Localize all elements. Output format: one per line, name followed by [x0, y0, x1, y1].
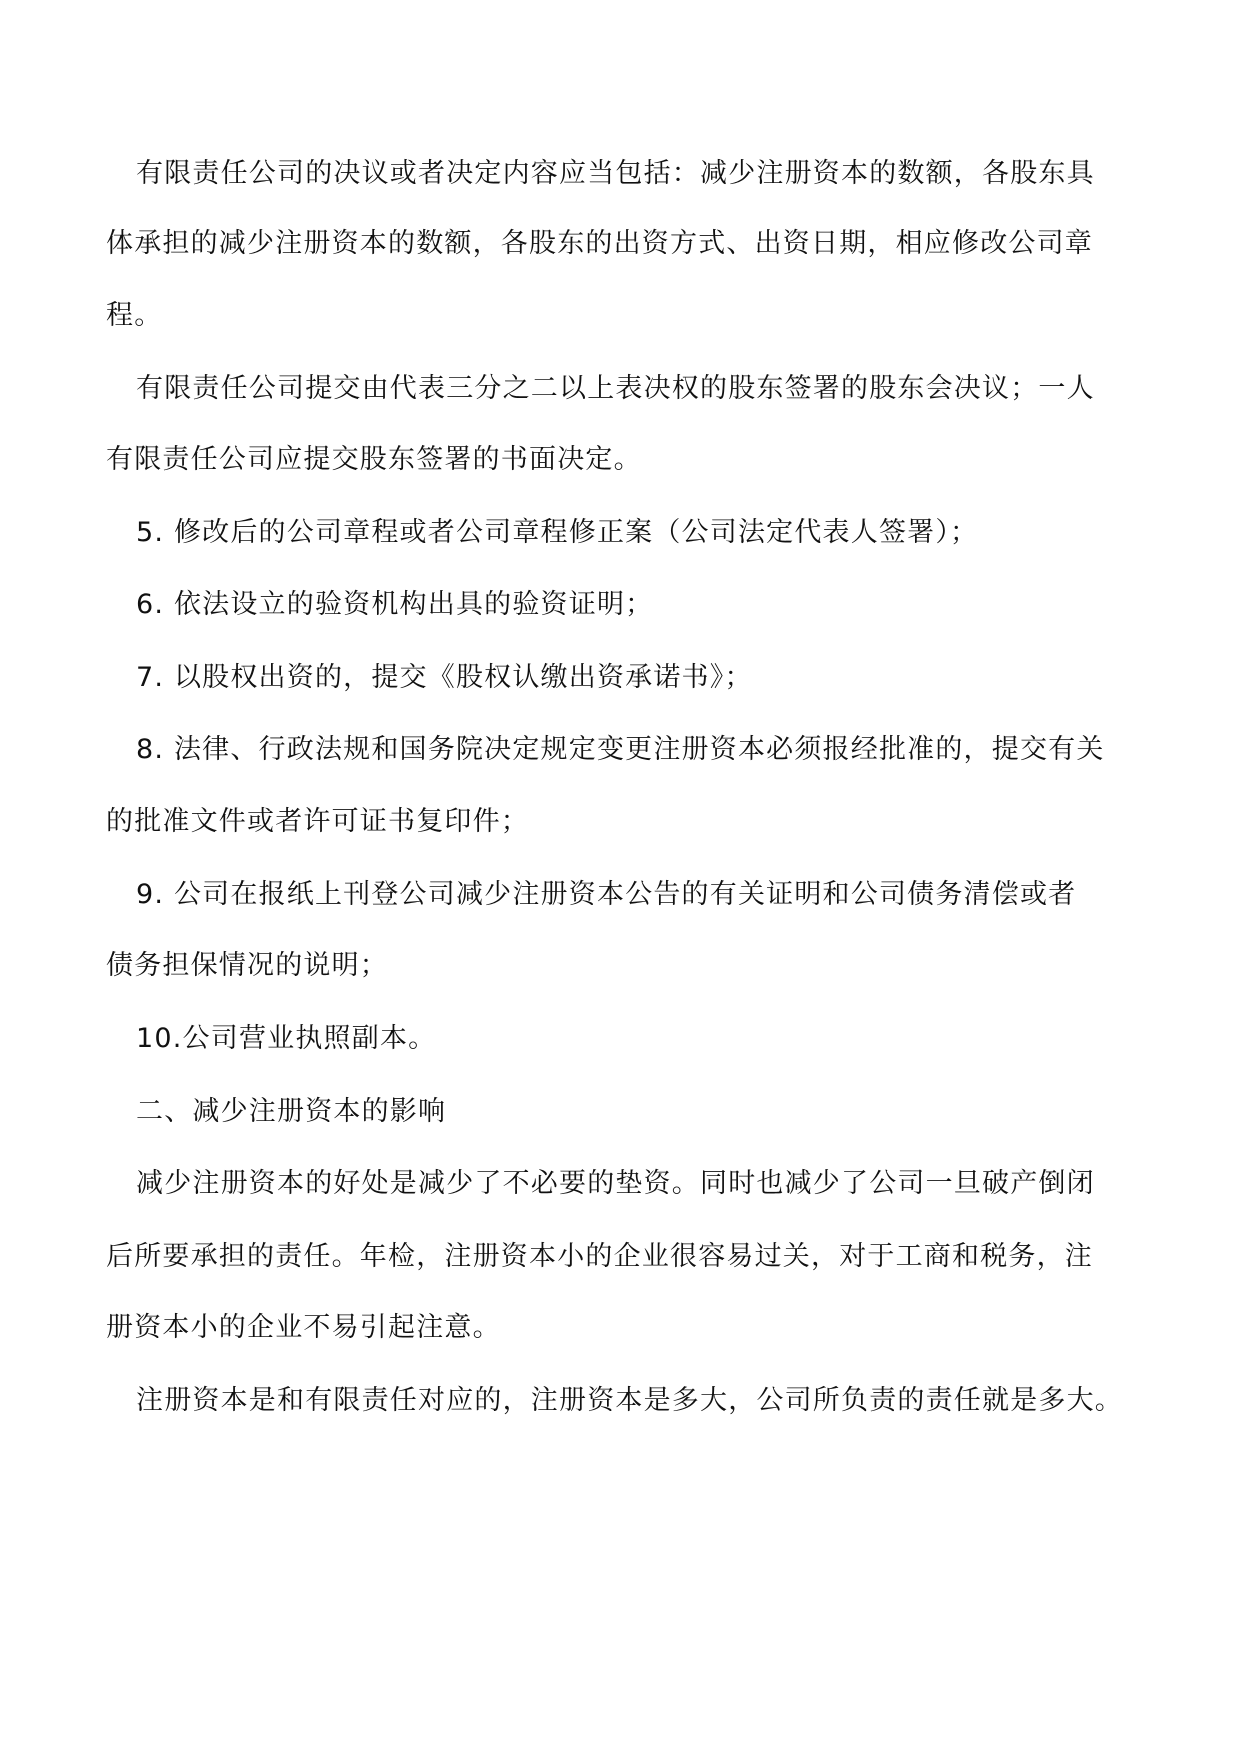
- list-item: 5. 修改后的公司章程或者公司章程修正案（公司法定代表人签署）；: [136, 517, 979, 548]
- paragraph-line: 有限责任公司提交由代表三分之二以上表决权的股东签署的股东会决议；一人: [136, 373, 1095, 404]
- list-item: 10.公司营业执照副本。: [136, 1023, 437, 1054]
- paragraph-line: 有限责任公司的决议或者决定内容应当包括：减少注册资本的数额，各股东具: [136, 158, 1095, 189]
- list-item: 8. 法律、行政法规和国务院决定规定变更注册资本必须报经批准的，提交有关: [136, 734, 1105, 765]
- paragraph-line: 有限责任公司应提交股东签署的书面决定。: [106, 444, 642, 475]
- paragraph-line: 后所要承担的责任。年检，注册资本小的企业很容易过关，对于工商和税务，注: [106, 1241, 1093, 1272]
- section-heading: 二、减少注册资本的影响: [136, 1096, 447, 1127]
- paragraph-line: 减少注册资本的好处是减少了不必要的垫资。同时也减少了公司一旦破产倒闭: [136, 1168, 1095, 1199]
- list-item-continuation: 债务担保情况的说明；: [106, 950, 388, 981]
- paragraph-line: 注册资本是和有限责任对应的，注册资本是多大，公司所负责的责任就是多大。: [136, 1385, 1123, 1416]
- paragraph-line: 册资本小的企业不易引起注意。: [106, 1312, 501, 1343]
- paragraph-line: 体承担的减少注册资本的数额，各股东的出资方式、出资日期，相应修改公司章: [106, 228, 1093, 259]
- list-item: 7. 以股权出资的，提交《股权认缴出资承诺书》；: [136, 662, 753, 693]
- paragraph-line: 程。: [106, 300, 163, 331]
- list-item: 6. 依法设立的验资机构出具的验资证明；: [136, 589, 654, 620]
- list-item: 9. 公司在报纸上刊登公司减少注册资本公告的有关证明和公司债务清偿或者: [136, 879, 1077, 910]
- list-item-continuation: 的批准文件或者许可证书复印件；: [106, 806, 529, 837]
